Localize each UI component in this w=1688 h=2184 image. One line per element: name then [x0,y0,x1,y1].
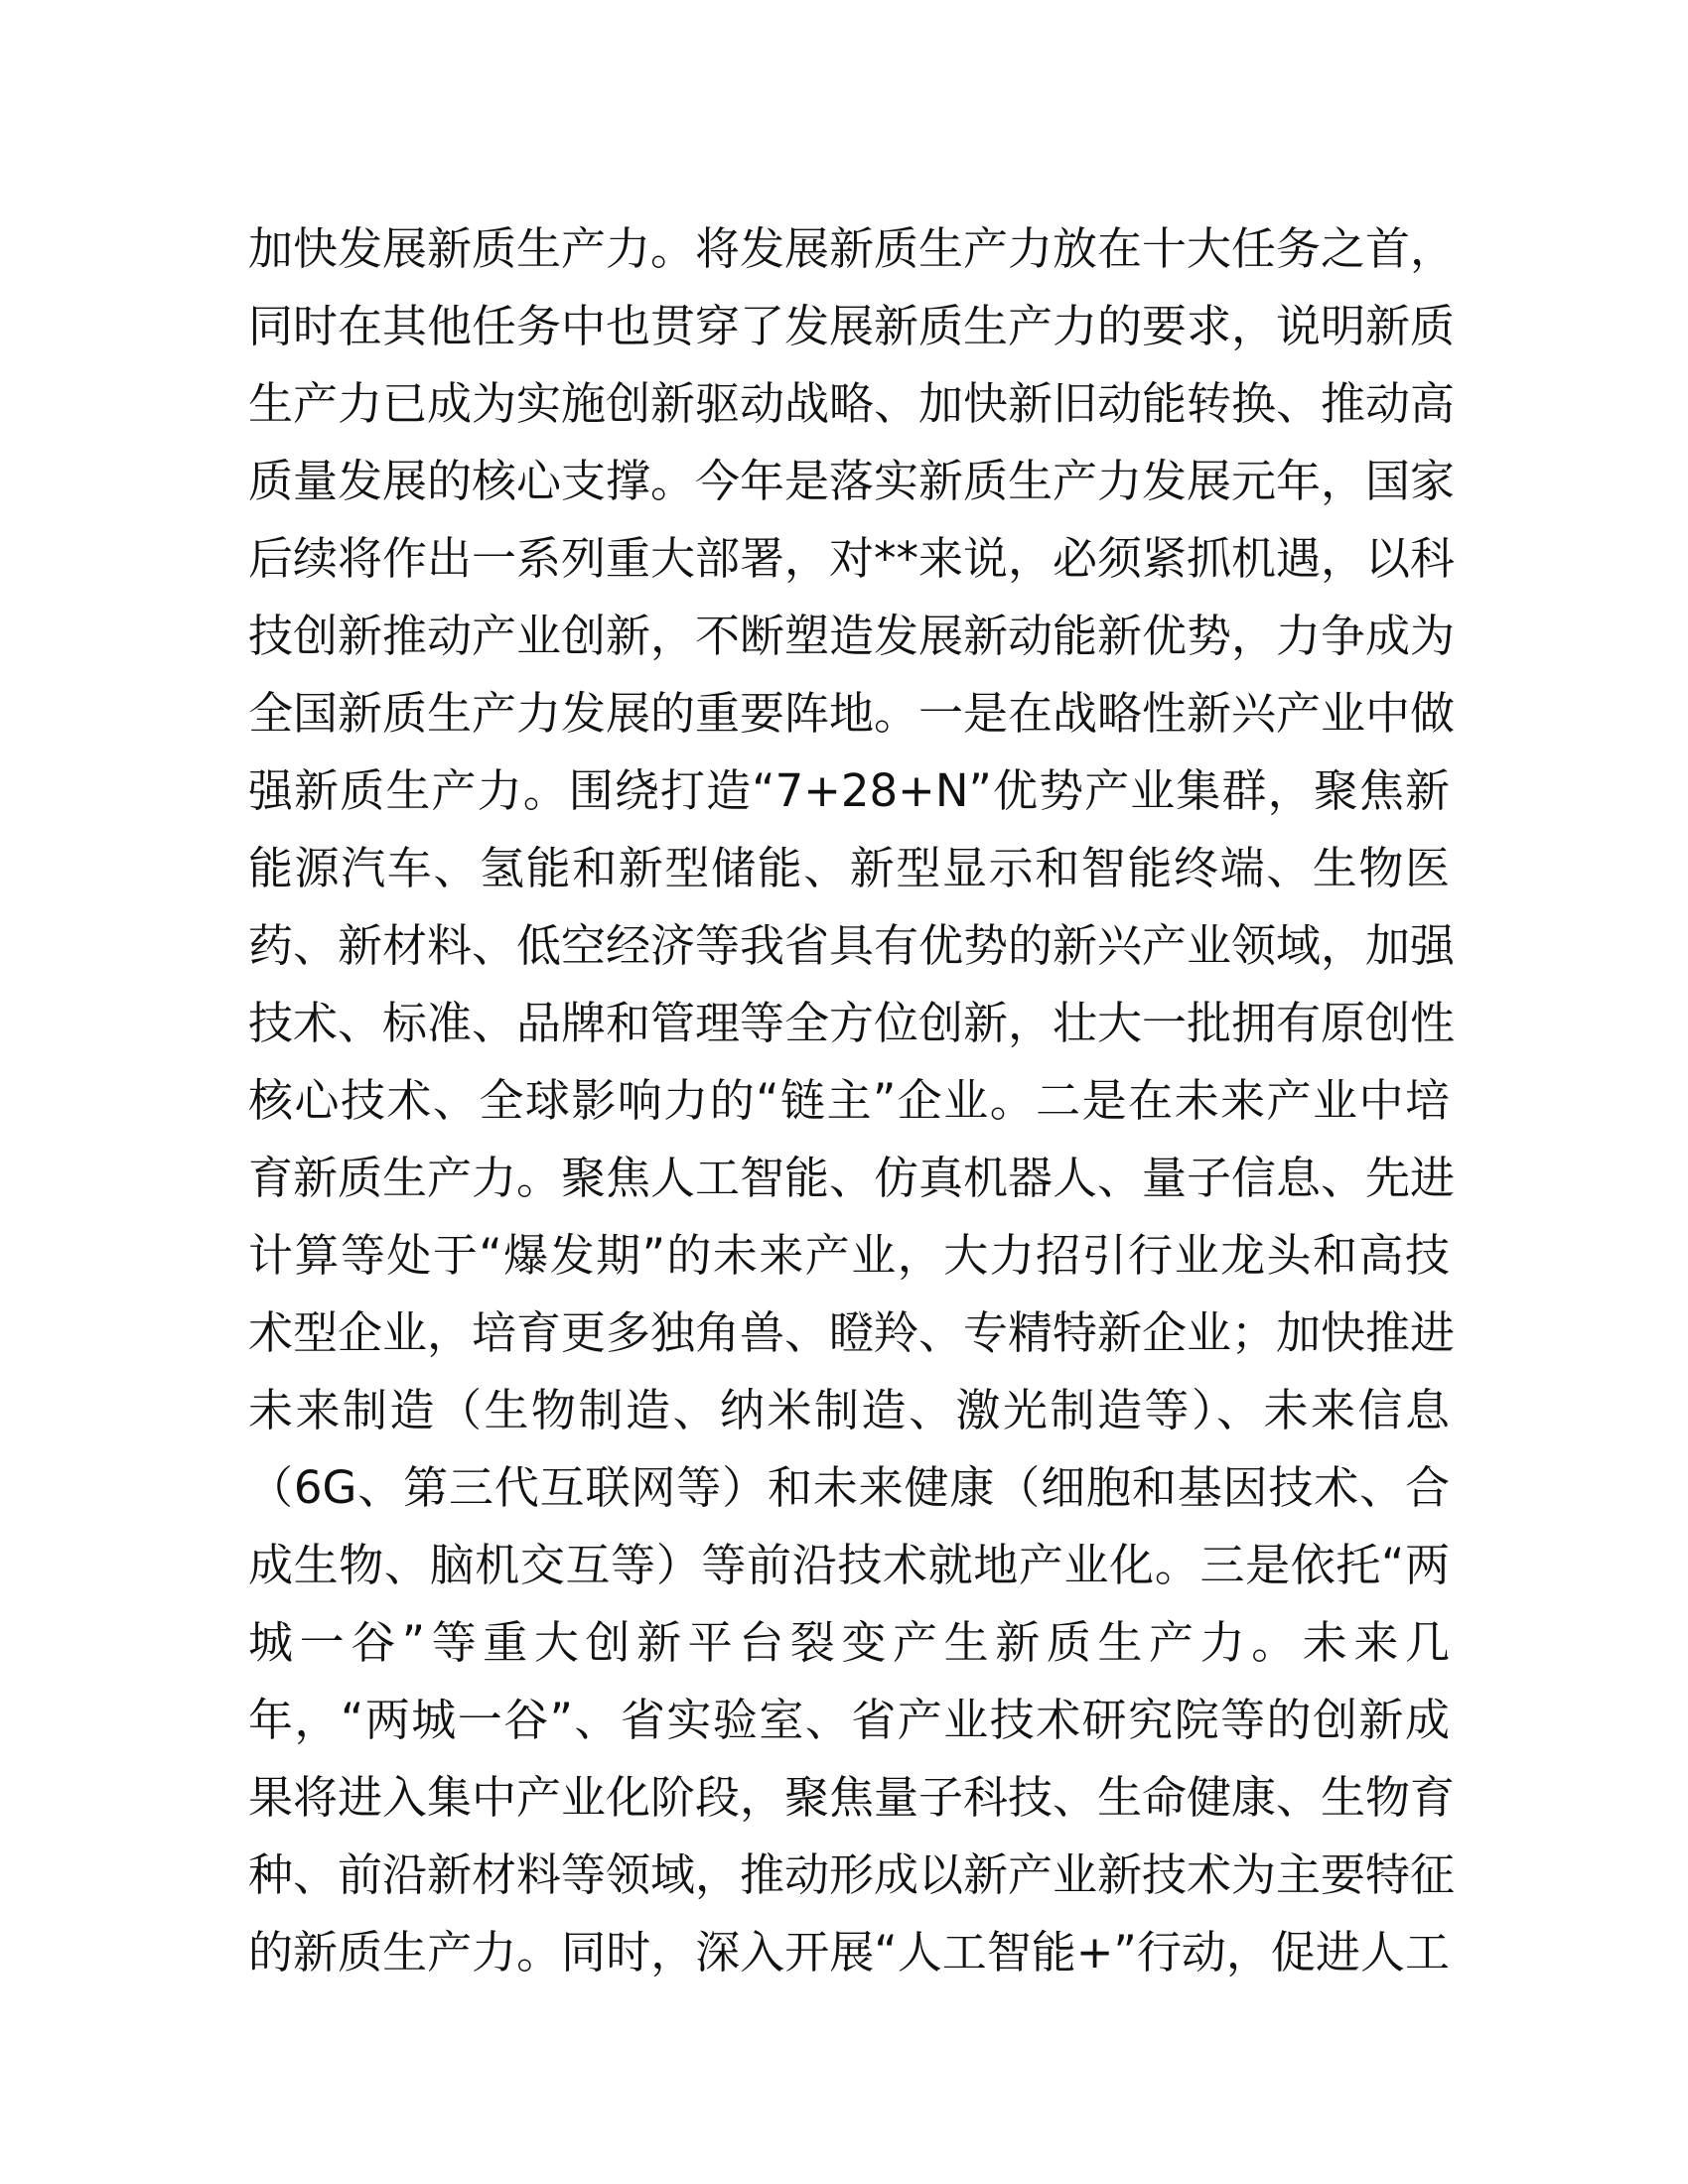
text-line: 能源汽车、氢能和新型储能、新型显示和智能终端、生物医 [248,842,1450,894]
text-line: 核心技术、全球影响力的“链主”企业。二是在未来产业中培 [248,1074,1450,1127]
text-line: 后续将作出一系列重大部署，对**来说，必须紧抓机遇，以科 [248,532,1456,585]
text-line: 计算等处于“爆发期”的未来产业，大力招引行业龙头和高技 [248,1229,1450,1282]
text-line: 加快发展新质生产力。将发展新质生产力放在十大任务之首， [248,222,1456,275]
text-line: 城一谷”等重大创新平台裂变产生新质生产力。未来几 [248,1616,1450,1669]
text-line: 术型企业，培育更多独角兽、瞪羚、专精特新企业；加快推进 [248,1306,1456,1359]
text-line: 质量发展的核心支撑。今年是落实新质生产力发展元年，国家 [248,455,1456,507]
text-line: 技创新推动产业创新，不断塑造发展新动能新优势，力争成为 [248,610,1456,662]
text-line: 种、前沿新材料等领域，推动形成以新产业新技术为主要特征 [248,1848,1456,1901]
body-paragraph [248,210,1456,1991]
text-line: 的新质生产力。同时，深入开展“人工智能+”行动，促进人工 [248,1926,1450,1979]
text-line: （6G、第三代互联网等）和未来健康（细胞和基因技术、合 [248,1461,1450,1514]
text-line: 药、新材料、低空经济等我省具有优势的新兴产业领域，加强 [248,919,1456,972]
text-line: 强新质生产力。围绕打造“7+28+N”优势产业集群，聚焦新 [248,764,1450,817]
text-line: 全国新质生产力发展的重要阵地。一是在战略性新兴产业中做 [248,687,1456,740]
text-line: 生产力已成为实施创新驱动战略、加快新旧动能转换、推动高 [248,377,1456,430]
text-line: 成生物、脑机交互等）等前沿技术就地产业化。三是依托“两 [248,1539,1450,1591]
text-line: 年，“两城一谷”、省实验室、省产业技术研究院等的创新成 [248,1694,1450,1746]
text-line: 育新质生产力。聚焦人工智能、仿真机器人、量子信息、先进 [248,1152,1456,1204]
text-line: 技术、标准、品牌和管理等全方位创新，壮大一批拥有原创性 [248,997,1456,1049]
text-line: 果将进入集中产业化阶段，聚焦量子科技、生命健康、生物育 [248,1771,1456,1824]
text-line: 未来制造（生物制造、纳米制造、激光制造等）、未来信息 [248,1384,1450,1436]
text-line: 同时在其他任务中也贯穿了发展新质生产力的要求，说明新质 [248,300,1456,352]
